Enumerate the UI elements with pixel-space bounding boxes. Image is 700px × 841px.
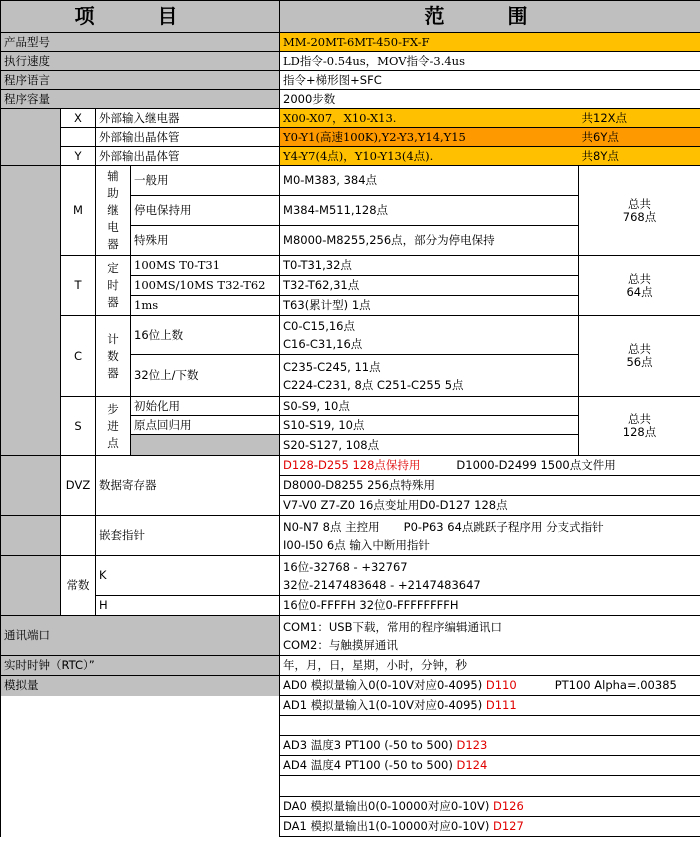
analog-ad1-reg: D111: [485, 698, 517, 712]
s-total: [579, 397, 700, 456]
constant-group-cell: [1, 556, 61, 616]
capacity-value: 2000步数: [280, 90, 700, 109]
rtc-label: 实时时钟（RTC）”: [1, 656, 280, 676]
constant-h-value: 16位0-FFFFH 32位0-FFFFFFFFH: [280, 596, 700, 616]
m-item-2-range: M8000-M8255,256点，部分为停电保持: [280, 226, 579, 256]
analog-blank: [1, 696, 280, 837]
speed-label: 执行速度: [1, 52, 280, 71]
m-item-2-name: 特殊用: [131, 226, 280, 256]
analog-da0-reg: D126: [493, 799, 524, 813]
y-name: 外部输出晶体管: [96, 147, 280, 166]
pointer-group-cell: [1, 516, 61, 556]
dvz-code: DVZ: [61, 456, 96, 516]
c-item-1-line-0: C235-C245, 11点: [283, 359, 381, 374]
s-total-l1: 总共: [628, 412, 652, 426]
analog-empty-1: [280, 716, 700, 736]
analog-da0-text: DA0 模拟量输出0(0-10000对应0-10V): [283, 799, 490, 813]
analog-empty-2: [280, 776, 700, 797]
dvz-line3: V7-V0 Z7-Z0 16点变址用D0-D127 128点: [280, 496, 700, 516]
m-total-l2: 768点: [622, 209, 657, 224]
s-total-l2: 128点: [622, 425, 657, 439]
t-total-l2: 64点: [626, 284, 653, 299]
language-label: 程序语言: [1, 71, 280, 90]
t-item-0-name: 100MS T0-T31: [131, 256, 280, 276]
t-item-1-name: 100MS/10MS T32-T62: [131, 276, 280, 296]
dvz-line1: [280, 456, 700, 476]
t-group-text: 定时器: [107, 261, 119, 309]
analog-ad3: [280, 736, 700, 756]
device-group-cell: [1, 166, 61, 456]
io-group-cell: [1, 109, 61, 166]
analog-label: 模拟量: [1, 676, 280, 696]
constant-k-line-0: 16位-32768 - +32767: [283, 559, 408, 574]
capacity-label: 程序容量: [1, 90, 280, 109]
pointer-code: [61, 516, 96, 556]
dvz-line1-rest: D1000-D2499 1500点文件用: [456, 458, 616, 472]
s-item-0-name: 初始化用: [131, 397, 280, 416]
c-total: [579, 316, 700, 397]
m-item-1-range: M384-M511,128点: [280, 196, 579, 226]
m-group: [96, 166, 131, 256]
analog-ad0: [280, 676, 700, 696]
c-total-l2: 56点: [626, 355, 653, 369]
analog-ad4-reg: D124: [456, 758, 488, 772]
dvz-line1-red: D128-D255 128点保持用: [283, 458, 421, 472]
y-fast-total: 共6Y点: [579, 128, 700, 147]
analog-da1-reg: D127: [493, 819, 524, 833]
t-item-2-name: 1ms: [131, 296, 280, 316]
comm-line-1: COM2：与触摸屏通讯: [283, 637, 398, 652]
s-item-1-range: S10-S19, 10点: [280, 416, 579, 435]
c-item-0-line-1: C16-C31,16点: [283, 337, 363, 351]
s-item-2-name: [131, 435, 280, 456]
s-item-1-name: 原点回归用: [131, 416, 280, 435]
s-item-0-range: S0-S9, 10点: [280, 397, 579, 416]
header-range: 范 围: [280, 1, 700, 33]
x-total: 共12X点: [579, 109, 700, 128]
y-total: 共8Y点: [579, 147, 700, 166]
dvz-name: 数据寄存器: [96, 456, 280, 516]
y-range: Y4-Y7(4点)，Y10-Y13(4点).: [280, 147, 579, 166]
x-name: 外部输入继电器: [96, 109, 280, 128]
t-item-2-range: T63(累计型) 1点: [280, 296, 579, 316]
t-item-0-range: T0-T31,32点: [280, 256, 579, 276]
constant-name: 常数: [61, 556, 96, 616]
analog-da0: [280, 797, 700, 817]
model-label: 产品型号: [1, 33, 280, 52]
analog-ad1-text: AD1 模拟量输入1(0-10V对应0-4095): [283, 698, 483, 712]
analog-ad4: [280, 756, 700, 776]
c-item-1-line-1: C224-C231, 8点 C251-C255 5点: [283, 377, 464, 392]
s-item-2-range: S20-S127, 108点: [280, 435, 579, 456]
analog-ad3-reg: D123: [456, 738, 488, 752]
constant-k-range: [280, 556, 700, 596]
comm-line-0: COM1：USB下载，常用的程序编辑通讯口: [283, 619, 502, 634]
c-group: [96, 316, 131, 397]
m-code: M: [61, 166, 96, 256]
s-group-text: 步进点: [107, 401, 119, 450]
analog-ad4-text: AD4 温度4 PT100 (-50 to 500): [283, 758, 453, 772]
analog-ad3-text: AD3 温度3 PT100 (-50 to 500): [283, 738, 453, 752]
header-item: 项 目: [1, 1, 280, 33]
comm-label: 通讯端口: [1, 616, 280, 656]
c-item-0-line-0: C0-C15,16点: [283, 319, 355, 333]
pointer-line1b: P0-P63 64点跳跃子程序用 分支式指针: [403, 519, 604, 534]
t-group: [96, 256, 131, 316]
analog-ad0-text: AD0 模拟量输入0(0-10V对应0-4095): [283, 678, 483, 692]
m-group-text: 辅助继电器: [107, 169, 119, 251]
y-code: Y: [61, 147, 96, 166]
c-code: C: [61, 316, 96, 397]
m-item-0-range: M0-M383, 384点: [280, 166, 579, 196]
constant-k-code: K: [96, 556, 280, 596]
analog-da1: [280, 817, 700, 837]
t-total: [579, 256, 700, 316]
s-group: [96, 397, 131, 456]
c-item-0-range: [280, 316, 579, 355]
rtc-value: 年，月，日，星期，小时，分钟，秒: [280, 656, 700, 676]
constant-h-code: H: [96, 596, 280, 616]
y-fast-code: [61, 128, 96, 147]
t-code: T: [61, 256, 96, 316]
c-item-1-range: [280, 355, 579, 397]
t-total-l1: 总共: [628, 271, 652, 286]
c-item-0-name: 16位上数: [131, 316, 280, 355]
pointer-line2: I00-I50 6点 输入中断用指针: [283, 537, 430, 552]
m-item-0-name: 一般用: [131, 166, 280, 196]
analog-ad0-reg: D110: [485, 678, 517, 692]
x-code: X: [61, 109, 96, 128]
s-code: S: [61, 397, 96, 456]
analog-ad1: [280, 696, 700, 716]
y-fast-range: Y0-Y1(高速100K),Y2-Y3,Y14,Y15: [280, 128, 579, 147]
pointer-name: 嵌套指针: [96, 516, 280, 556]
dvz-group-cell: [1, 456, 61, 516]
m-total-l1: 总共: [628, 196, 652, 211]
constant-k-line-1: 32位-2147483648 - +2147483647: [283, 577, 481, 592]
comm-value: [280, 616, 700, 656]
c-item-1-name: 32位上/下数: [131, 355, 280, 397]
language-value: 指令+梯形图+SFC: [280, 71, 700, 90]
m-total: [579, 166, 700, 256]
c-total-l1: 总共: [628, 342, 652, 356]
analog-ad0-extra: PT100 Alpha=.00385: [554, 678, 677, 692]
x-range: X00-X07，X10-X13.: [280, 109, 579, 128]
pointer-range: [280, 516, 700, 556]
speed-value: LD指令-0.54us，MOV指令-3.4us: [280, 52, 700, 71]
c-group-text: 计数器: [107, 331, 119, 380]
t-item-1-range: T32-T62,31点: [280, 276, 579, 296]
y-fast-name: 外部输出晶体管: [96, 128, 280, 147]
dvz-line2: D8000-D8255 256点特殊用: [280, 476, 700, 496]
model-value: MM-20MT-6MT-450-FX-F: [280, 33, 700, 52]
pointer-line1a: N0-N7 8点 主控用: [283, 519, 380, 534]
analog-da1-text: DA1 模拟量输出1(0-10000对应0-10V): [283, 819, 490, 833]
m-item-1-name: 停电保持用: [131, 196, 280, 226]
